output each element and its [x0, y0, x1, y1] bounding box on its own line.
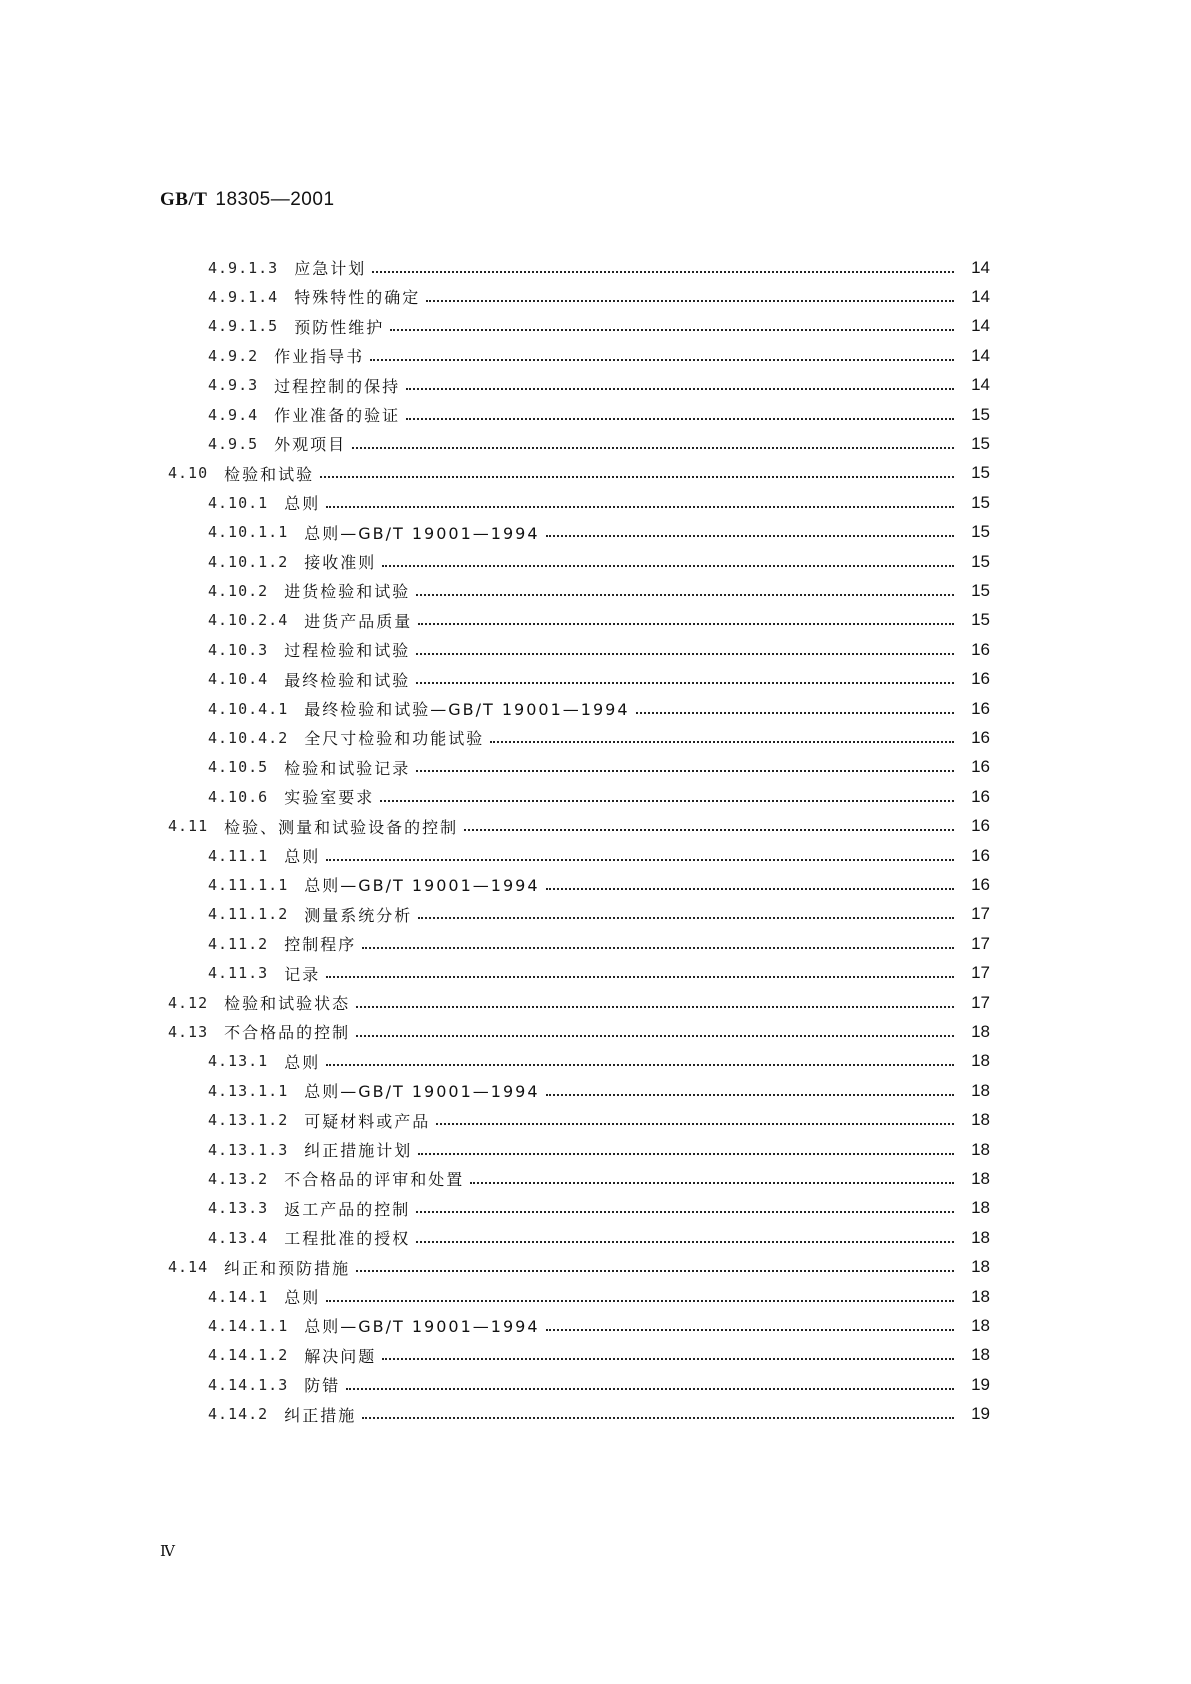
toc-entry-title: 总则—GB/T 19001—1994	[304, 1082, 540, 1102]
toc-entry-page: 15	[971, 463, 990, 483]
toc-entry-number: 4.14.1	[208, 1287, 269, 1306]
standard-number: 18305—2001	[215, 189, 335, 210]
toc-entry-number: 4.11.2	[208, 934, 269, 953]
toc-entry-title: 不合格品的控制	[224, 1023, 351, 1043]
toc-entry-number: 4.14	[168, 1258, 209, 1277]
toc-entry-page: 18	[971, 1080, 990, 1100]
dot-leader	[546, 886, 955, 890]
toc-entry[interactable]	[208, 1193, 990, 1224]
page-folio: Ⅳ	[160, 1542, 175, 1560]
toc-entry[interactable]	[208, 664, 990, 695]
toc-entry[interactable]	[168, 1016, 990, 1047]
dot-leader	[546, 533, 955, 537]
toc-entry-title: 总则	[284, 1288, 321, 1307]
dot-leader	[362, 1415, 954, 1419]
dot-leader	[382, 563, 954, 567]
toc-entry-page: 15	[971, 404, 990, 424]
toc-entry[interactable]	[208, 1075, 990, 1106]
toc-entry-page: 15	[971, 492, 990, 512]
toc-entry-number: 4.13	[168, 1022, 209, 1041]
toc-entry-number: 4.13.4	[208, 1228, 269, 1247]
toc-entry-number: 4.14.1.3	[208, 1375, 289, 1394]
toc-entry[interactable]	[208, 1310, 990, 1341]
toc-entry-page: 18	[971, 1286, 990, 1306]
dot-leader	[356, 1033, 954, 1037]
toc-entry-page: 16	[971, 669, 990, 689]
toc-entry-number: 4.10.1.1	[208, 523, 289, 542]
toc-entry-title: 过程控制的保持	[274, 376, 401, 396]
toc-entry-page: 18	[971, 1198, 990, 1218]
toc-entry-page: 16	[971, 727, 990, 747]
dot-leader	[416, 592, 954, 596]
toc-entry-page: 14	[971, 345, 990, 365]
toc-entry-number: 4.14.1.2	[208, 1346, 289, 1365]
dot-leader	[382, 1356, 954, 1360]
toc-entry-page: 18	[971, 1051, 990, 1071]
toc-entry[interactable]	[208, 1134, 990, 1165]
dot-leader	[326, 1062, 954, 1066]
toc-entry-page: 17	[971, 992, 990, 1012]
dot-leader	[416, 1239, 954, 1243]
toc-entry-title: 实验室要求	[284, 788, 375, 808]
toc-entry-page: 14	[971, 375, 990, 395]
toc-entry[interactable]	[208, 1222, 990, 1253]
toc-entry-title: 预防性维护	[294, 317, 385, 337]
toc-entry[interactable]	[208, 399, 990, 430]
dot-leader	[380, 798, 954, 802]
toc-entry-title: 外观项目	[274, 435, 347, 455]
toc-entry-title: 检验和试验状态	[224, 994, 351, 1013]
toc-entry-number: 4.10.5	[208, 758, 269, 777]
toc-entry-page: 16	[971, 816, 990, 836]
dot-leader	[356, 1268, 954, 1272]
toc-entry-number: 4.13.3	[208, 1199, 269, 1218]
document-code	[160, 188, 335, 211]
toc-entry-number: 4.13.2	[208, 1169, 269, 1188]
toc-entry-number: 4.10.4.2	[208, 728, 289, 747]
toc-entry-page: 17	[971, 963, 990, 983]
dot-leader	[326, 1298, 954, 1302]
dot-leader	[636, 710, 955, 714]
toc-entry-page: 14	[971, 316, 990, 336]
toc-entry-number: 4.11	[168, 817, 209, 836]
toc-entry-page: 16	[971, 639, 990, 659]
toc-entry[interactable]	[208, 428, 990, 459]
toc-entry-title: 纠正措施	[284, 1405, 357, 1425]
toc-entry-page: 18	[971, 1021, 990, 1041]
toc-entry-number: 4.9.1.4	[208, 287, 279, 306]
standard-prefix: GB/T	[160, 189, 208, 210]
toc-entry-title: 检验、测量和试验设备的控制	[224, 817, 459, 837]
toc-entry[interactable]	[168, 1252, 990, 1283]
toc-entry-page: 16	[971, 757, 990, 777]
toc-entry-number: 4.10.1	[208, 493, 269, 512]
toc-entry-title: 总则	[284, 1052, 321, 1072]
toc-entry-number: 4.14.2	[208, 1405, 269, 1424]
toc-entry[interactable]	[208, 752, 990, 783]
dot-leader	[426, 298, 954, 302]
toc-entry-page: 17	[971, 933, 990, 953]
toc-entry-page: 16	[971, 874, 990, 894]
toc-entry-number: 4.9.3	[208, 376, 259, 395]
toc-entry-number: 4.13.1.1	[208, 1081, 289, 1100]
toc-entry-title: 解决问题	[304, 1346, 377, 1366]
toc-entry[interactable]	[208, 370, 990, 401]
toc-entry-page: 18	[971, 1227, 990, 1247]
toc-entry[interactable]	[208, 693, 990, 724]
toc-entry-title: 过程检验和试验	[284, 641, 411, 661]
toc-entry[interactable]	[208, 517, 990, 548]
dot-leader	[546, 1092, 955, 1096]
dot-leader	[326, 857, 954, 861]
toc-entry[interactable]	[208, 840, 990, 871]
toc-entry[interactable]	[208, 1105, 990, 1136]
toc-entry-number: 4.9.2	[208, 346, 259, 365]
toc-entry-number: 4.11.1.1	[208, 875, 289, 894]
dot-leader	[326, 974, 954, 978]
dot-leader	[416, 768, 954, 772]
dot-leader	[418, 1151, 954, 1155]
toc-entry-page: 19	[971, 1404, 990, 1424]
toc-entry-number: 4.13.1	[208, 1052, 269, 1071]
toc-entry-title: 进货检验和试验	[284, 582, 411, 602]
dot-leader	[418, 621, 954, 625]
toc-entry-number: 4.9.1.5	[208, 317, 279, 336]
toc-entry-page: 18	[971, 1315, 990, 1335]
toc-entry-title: 防错	[304, 1376, 341, 1396]
toc-entry-title: 最终检验和试验—GB/T 19001—1994	[304, 700, 630, 719]
toc-entry[interactable]	[208, 1281, 990, 1312]
toc-entry-number: 4.12	[168, 993, 209, 1012]
dot-leader	[416, 680, 954, 684]
toc-entry-number: 4.11.1	[208, 846, 269, 865]
toc-entry-title: 测量系统分析	[304, 905, 413, 925]
dot-leader	[490, 739, 954, 743]
dot-leader	[326, 504, 954, 508]
toc-entry-number: 4.11.1.2	[208, 905, 289, 924]
toc-entry-page: 18	[971, 1139, 990, 1159]
toc-entry-number: 4.9.1.3	[208, 258, 279, 277]
toc-entry[interactable]	[208, 311, 990, 342]
toc-entry-title: 作业准备的验证	[274, 406, 401, 425]
toc-entry-number: 4.13.1.2	[208, 1111, 289, 1130]
toc-entry-title: 返工产品的控制	[284, 1199, 411, 1219]
dot-leader	[470, 1180, 954, 1184]
toc-entry-title: 记录	[284, 964, 321, 984]
toc-entry[interactable]	[208, 605, 990, 636]
dot-leader	[546, 1327, 955, 1331]
dot-leader	[416, 1209, 954, 1213]
toc-entry[interactable]	[208, 1340, 990, 1371]
toc-entry-number: 4.9.4	[208, 405, 259, 424]
toc-entry-number: 4.10.4	[208, 670, 269, 689]
toc-entry[interactable]	[208, 1399, 990, 1430]
toc-entry-title: 工程批准的授权	[284, 1229, 411, 1249]
toc-entry-number: 4.10.2.4	[208, 611, 289, 630]
dot-leader	[406, 386, 954, 390]
toc-entry-number: 4.14.1.1	[208, 1316, 289, 1335]
toc-entry-number: 4.10.3	[208, 640, 269, 659]
toc-entry-page: 15	[971, 551, 990, 571]
toc-entry-number: 4.10.6	[208, 787, 269, 806]
toc-entry-number: 4.10.2	[208, 581, 269, 600]
toc-entry-title: 总则	[284, 847, 321, 866]
toc-entry-number: 4.9.5	[208, 434, 259, 453]
toc-entry-page: 15	[971, 610, 990, 630]
toc-entry-number: 4.11.3	[208, 964, 269, 983]
toc-entry[interactable]	[208, 546, 990, 577]
toc-entry[interactable]	[208, 634, 990, 665]
toc-entry[interactable]	[208, 869, 990, 900]
dot-leader	[406, 416, 954, 420]
dot-leader	[370, 357, 954, 361]
toc-entry[interactable]	[208, 487, 990, 518]
toc-entry[interactable]	[208, 1369, 990, 1400]
toc-entry[interactable]	[168, 811, 990, 842]
toc-entry-page: 19	[971, 1374, 990, 1394]
toc-entry-page: 15	[971, 522, 990, 542]
toc-entry-title: 接收准则	[304, 553, 377, 572]
toc-entry-page: 15	[971, 580, 990, 600]
toc-entry[interactable]	[208, 928, 990, 959]
toc-entry-title: 最终检验和试验	[284, 670, 411, 690]
toc-entry[interactable]	[208, 252, 990, 283]
dot-leader	[346, 1386, 954, 1390]
toc-entry[interactable]	[208, 340, 990, 371]
toc-entry-title: 总则	[284, 494, 321, 514]
dot-leader	[418, 915, 954, 919]
toc-entry-title: 检验和试验	[224, 464, 315, 484]
dot-leader	[436, 1121, 954, 1125]
toc-entry-title: 作业指导书	[274, 347, 365, 367]
toc-entry[interactable]	[208, 899, 990, 930]
toc-entry-page: 16	[971, 786, 990, 806]
toc-entry-page: 14	[971, 286, 990, 306]
toc-entry-title: 进货产品质量	[304, 611, 413, 631]
toc-entry-number: 4.10.1.2	[208, 552, 289, 571]
toc-entry-page: 15	[971, 433, 990, 453]
dot-leader	[464, 827, 954, 831]
dot-leader	[356, 1004, 954, 1008]
toc-entry-title: 纠正措施计划	[304, 1141, 413, 1160]
toc-entry-title: 不合格品的评审和处置	[284, 1170, 465, 1190]
toc-entry[interactable]	[168, 458, 990, 489]
toc-entry[interactable]	[208, 781, 990, 812]
toc-entry-page: 18	[971, 1257, 990, 1277]
toc-entry-page: 18	[971, 1168, 990, 1188]
dot-leader	[416, 651, 954, 655]
dot-leader	[372, 269, 954, 273]
toc-entry-title: 应急计划	[294, 259, 367, 278]
toc-entry[interactable]	[208, 1046, 990, 1077]
dot-leader	[390, 327, 954, 331]
toc-entry[interactable]	[208, 281, 990, 312]
toc-entry[interactable]	[208, 575, 990, 606]
toc-entry-title: 总则—GB/T 19001—1994	[304, 1317, 540, 1337]
toc-entry-page: 18	[971, 1110, 990, 1130]
toc-entry-number: 4.13.1.3	[208, 1140, 289, 1159]
toc-entry-page: 17	[971, 904, 990, 924]
toc-entry-page: 14	[971, 257, 990, 277]
toc-entry-number: 4.10	[168, 464, 209, 483]
dot-leader	[362, 945, 954, 949]
toc-entry-title: 纠正和预防措施	[224, 1258, 351, 1278]
toc-entry[interactable]	[208, 722, 990, 753]
toc-entry-title: 全尺寸检验和功能试验	[304, 729, 485, 749]
dot-leader	[352, 445, 954, 449]
toc-entry-page: 16	[971, 845, 990, 865]
toc-entry-title: 检验和试验记录	[284, 758, 411, 778]
toc-entry[interactable]	[208, 1163, 990, 1194]
toc-entry-page: 16	[971, 698, 990, 718]
dot-leader	[320, 474, 954, 478]
toc-entry-title: 总则—GB/T 19001—1994	[304, 876, 540, 896]
toc-entry-page: 18	[971, 1345, 990, 1365]
toc-entry[interactable]	[168, 987, 990, 1018]
toc-entry-title: 控制程序	[284, 935, 357, 955]
toc-entry-title: 可疑材料或产品	[304, 1111, 431, 1131]
toc-entry-title: 总则—GB/T 19001—1994	[304, 523, 540, 543]
toc-entry-number: 4.10.4.1	[208, 699, 289, 718]
toc-entry-title: 特殊特性的确定	[294, 288, 421, 308]
toc-entry[interactable]	[208, 958, 990, 989]
